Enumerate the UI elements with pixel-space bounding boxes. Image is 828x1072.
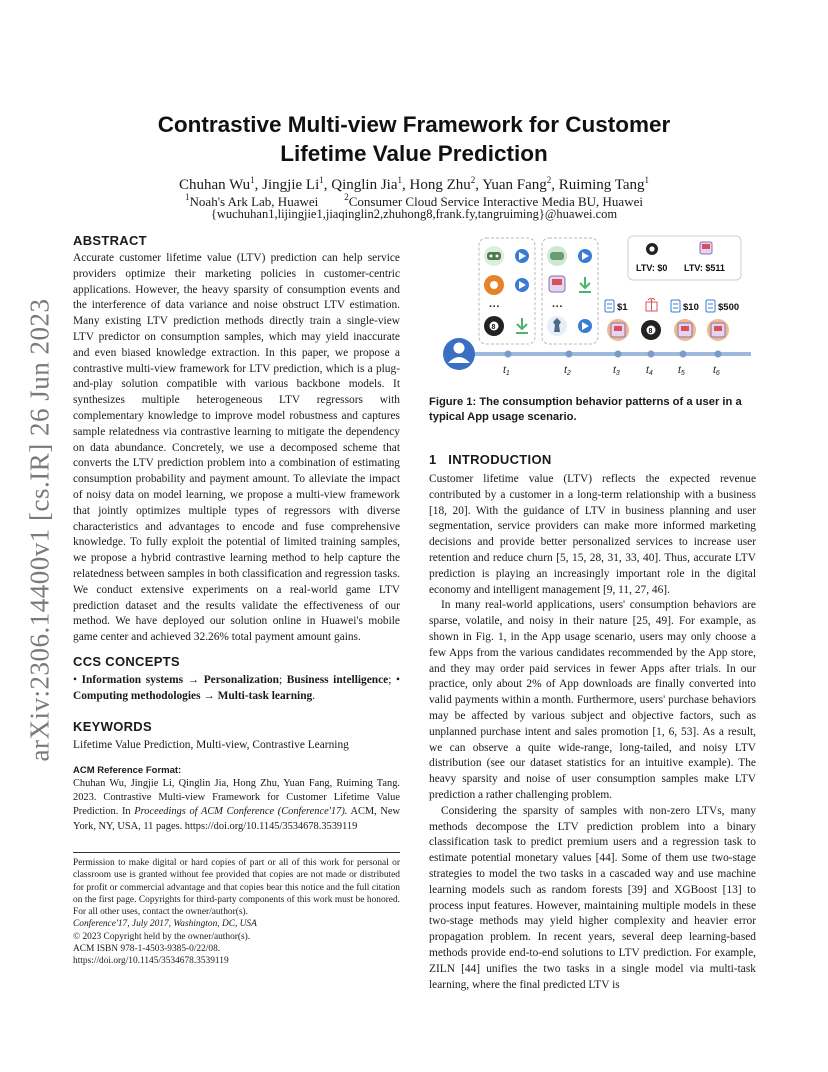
play-icon — [578, 249, 592, 263]
author: Yuan Fang — [482, 177, 547, 193]
ltv-label: LTV: $0 — [636, 263, 668, 273]
author-sup: 2 — [470, 175, 476, 185]
ccs-concepts: • Information systems → Personalization; Business intelligence; • Computing methodologies → Multi-task learning. — [73, 674, 400, 702]
author-sup: 1 — [644, 175, 650, 185]
author: Ruiming Tang — [558, 177, 645, 193]
author-sup: 1 — [397, 175, 402, 185]
game-controller-app-icon — [484, 246, 504, 266]
acm-ref-plain: Chuhan Wu, Jingjie Li, Qinglin Jia, Hong Zhu, Yuan Fang, Ruiming Tang. 2023. Contrastive Multi-view Framework for Customer Lifetime Value Prediction. In — [73, 778, 400, 818]
tick-dot — [505, 351, 512, 358]
ltv-summary-box — [628, 236, 741, 280]
keywords-heading: KEYWORDS — [73, 719, 152, 734]
ellipsis: ··· — [489, 301, 500, 313]
author-emails: {wuchuhan1,lijingjie1,jiaqinglin2,zhuhong8,frank.fy,tangruiming}@huawei.com — [210, 207, 618, 221]
title-line-1: Contrastive Multi-view Framework for Customer — [157, 112, 671, 137]
eight-ball-small-icon — [646, 243, 658, 255]
author: Hong Zhu — [409, 177, 471, 193]
ccs-sep: ; — [388, 674, 392, 686]
ccs-term: Personalization — [203, 674, 279, 686]
arcade-app-icon — [549, 276, 565, 292]
author-sup: 1 — [319, 175, 324, 185]
author: Qinglin Jia — [331, 177, 398, 193]
play-icon — [515, 249, 529, 263]
acm-reference-heading: ACM Reference Format: — [73, 765, 182, 776]
conference-info: Conference'17, July 2017, Washington, DC, USA — [73, 919, 257, 930]
gamepad-app-icon — [547, 246, 567, 266]
time-label: t4 — [646, 364, 653, 377]
acm-ref-tail: ACM, New York, NY, USA, 11 pages. https://doi.org/10.1145/3534678.3539119 — [73, 806, 401, 832]
play-icon — [515, 278, 529, 292]
affil-sup: 1 — [185, 192, 190, 202]
orange-app-icon — [484, 275, 504, 295]
tick-dot — [680, 351, 687, 358]
chess-app-icon — [547, 316, 567, 336]
abstract-heading: ABSTRACT — [73, 233, 147, 248]
permission-notice: Permission to make digital or hard copies of part or all of this work for personal or classroom use is granted without fee provided that copies are not made or distributed for profit or commercial advantage and that copies bear this notice and the full citation on the first page. Copyrights for third-party components of this work must be honored. For all other uses, contact the owner/author(s). — [73, 858, 400, 918]
coupon-icon — [671, 300, 680, 312]
author-sup: 1 — [250, 175, 255, 185]
arcade-purchase-icon — [707, 319, 729, 341]
figure-caption: Figure 1: The consumption behavior patterns of a user in a typical App usage scenario. — [429, 396, 742, 424]
gift-icon — [646, 298, 657, 311]
figure-1 — [429, 232, 756, 382]
ccs-term: Information systems — [81, 674, 184, 686]
abstract-text: Accurate customer lifetime value (LTV) prediction can help service providers optimize their marketing policies in customer-centric applications. However, the heavy sparsity of consumption events and the interference of data variance and noise obstruct LTV estimation. Many existing LTV prediction methods directly train a single-view LTV predictor on consumption samples, which may yield inaccurate and even biased knowledge extraction. In this paper, we propose a contrastive multi-view framework for LTV prediction, which is a plug-and-play solution compatible with various backbone models. It synthesizes multiple heterogeneous LTV regressors with complementary knowledge to improve model robustness and captures sample relatedness via contrastive learning to mitigate the dependency on data abundance. Concretely, we use a decomposed scheme that converts the LTV prediction problem into a combination of estimating consumption probability and payment amount. To alleviate the impact of noisy data on model learning, we propose a multi-view framework that jointly optimizes multiple types of regressors with diverse characteristics and advantages to encode and fuse comprehensive knowledge. To fully exploit the potential of limited training samples, we propose a hybrid contrastive learning method to help capture the relatedness between samples in both classification and regression tasks. We conduct extensive experiments on a real-world game LTV prediction dataset and the results validate the effectiveness of our method. We have deployed our solution online in Huawei's mobile game center and achieved 32.26% total payment amount gains. — [73, 252, 400, 644]
acm-reference-text — [73, 777, 400, 834]
ccs-arrow: → — [187, 674, 200, 686]
footnote-rule — [73, 852, 400, 853]
arxiv-id: arXiv:2306.14400v1 [cs.IR] 26 Jun 2023 — [24, 298, 55, 762]
time-label: t5 — [678, 364, 685, 377]
time-labels — [503, 364, 720, 377]
time-label: t6 — [713, 364, 720, 377]
keywords-text: Lifetime Value Prediction, Multi-view, Contrastive Learning — [73, 739, 349, 751]
author: Jingjie Li — [262, 177, 320, 193]
svg-text:8: 8 — [491, 324, 496, 331]
affiliation: Noah's Ark Lab, Huawei — [189, 194, 319, 209]
author-sup: 2 — [546, 175, 552, 185]
time-label: t1 — [503, 364, 510, 377]
author-list: Chuhan Wu$^1$, Jingjie Li$^1$, Qinglin Jia$^1$, Hong Zhu$^2$, Yuan Fang$^2$, Ruiming Tang$^1$ — [178, 175, 650, 193]
ccs-term: Computing methodologies — [73, 689, 201, 702]
paper-title — [100, 110, 728, 168]
tick-dot — [615, 351, 622, 358]
abstract-section — [73, 233, 400, 646]
ltv-label: LTV: $511 — [684, 263, 725, 273]
ccs-arrow: → — [203, 689, 215, 702]
ccs-sep: ; — [278, 674, 283, 686]
eight-ball-app-icon — [484, 316, 504, 336]
section-title: INTRODUCTION — [448, 452, 552, 467]
ccs-section — [73, 654, 400, 705]
isbn-line: ACM ISBN 978-1-4503-9385-0/22/08. — [73, 944, 221, 955]
coupon-icon — [706, 300, 715, 312]
arcade-small-icon — [700, 242, 712, 254]
intro-heading — [429, 452, 756, 467]
affiliation: Consumer Cloud Service Interactive Media BU, Huawei — [348, 194, 643, 209]
tick-dot — [715, 351, 722, 358]
footnote-block — [73, 857, 400, 968]
section-number: 1 — [429, 452, 437, 467]
play-icon — [578, 319, 592, 333]
affil-sup: 2 — [344, 192, 349, 202]
time-label: t2 — [564, 364, 571, 377]
arxiv-side-stamp — [10, 300, 70, 760]
arcade-purchase-icon — [607, 319, 629, 341]
acm-reference — [73, 765, 400, 834]
ccs-term: Business intelligence — [286, 674, 389, 686]
tick-dot — [566, 351, 573, 358]
arcade-purchase-icon — [674, 319, 696, 341]
intro-paragraph-1: Customer lifetime value (LTV) reflects the expected revenue contributed by a customer in a long-term relationship with a business [18, 20]. With the guidance of LTV in business planning and user segmentation, service providers can make more informed marketing decisions and provide better personalized services to increase user retention and reduce churn [5, 15, 28, 31, 33, 40]. Thus, accurate LTV prediction is playing an increasingly important role in the digital economy and intelligent management [9, 11, 27, 46]. — [429, 473, 756, 596]
tick-dot — [648, 351, 655, 358]
payment-amount: $500 — [718, 302, 740, 313]
payment-amount: $10 — [683, 302, 699, 313]
title-line-2: Lifetime Value Prediction — [280, 141, 548, 166]
acm-ref-italic: Proceedings of ACM Conference (Conference'17). — [134, 806, 348, 818]
coupon-icon — [605, 300, 614, 312]
time-label: t3 — [613, 364, 620, 377]
ellipsis: ··· — [552, 301, 563, 313]
keywords-section — [73, 719, 400, 754]
user-icon — [443, 338, 475, 370]
intro-paragraph-2: In many real-world applications, users' consumption behaviors are sparse, volatile, and noisy in their nature [25, 49]. For example, as shown in Fig. 1, in the App usage scenario, users may only choose a few Apps from the various candidates recommended by the App store, and they may order paid services in fewer Apps after trials. In our practice, only about 2% of App downloads are finally converted into valid payments within a month. Furthermore, users' purchase behaviors may be affected by various subject and objective factors, such as unplanned purchase intent and sales promotion [1, 6, 53]. As a result, we can observe a quite wide-range, long-tailed, and noisy LTV distribution (see our dataset statistics for an intuitive example). The heavy sparsity and noise of user consumption samples make LTV prediction a rather challenging problem. — [429, 599, 756, 801]
svg-text:8: 8 — [648, 328, 653, 335]
doi-line: https://doi.org/10.1145/3534678.3539119 — [73, 956, 229, 967]
copyright-line: © 2023 Copyright held by the owner/author(s). — [73, 931, 251, 942]
ccs-term: Multi-task learning — [217, 689, 313, 702]
ccs-end: . — [312, 689, 316, 702]
intro-paragraph-3: Considering the sparsity of samples with non-zero LTVs, many methods decompose the LTV prediction problem into a binary classification task to predict premium users and a regression task to estimate potential monetary values [44]. Some of them use two-stage strategies to model the two tasks in a cascaded way and use machine learning models such as random forests [39] and XGBoost [13] to process input features. However, maintaining multiple models in these two-stage methods may yield higher complexity and heavier error propagation problem. In recent years, several deep learning-based methods provide end-to-end solutions to LTV prediction. For example, ZILN [44] unifies the two tasks in a single model via multi-task learning, where the final predicted LTV is — [429, 804, 756, 991]
payment-amount: $1 — [617, 302, 628, 313]
eight-ball-play-icon — [641, 320, 661, 340]
author: Chuhan Wu — [178, 177, 251, 193]
ccs-heading: CCS CONCEPTS — [73, 654, 180, 669]
introduction-section — [429, 452, 756, 993]
